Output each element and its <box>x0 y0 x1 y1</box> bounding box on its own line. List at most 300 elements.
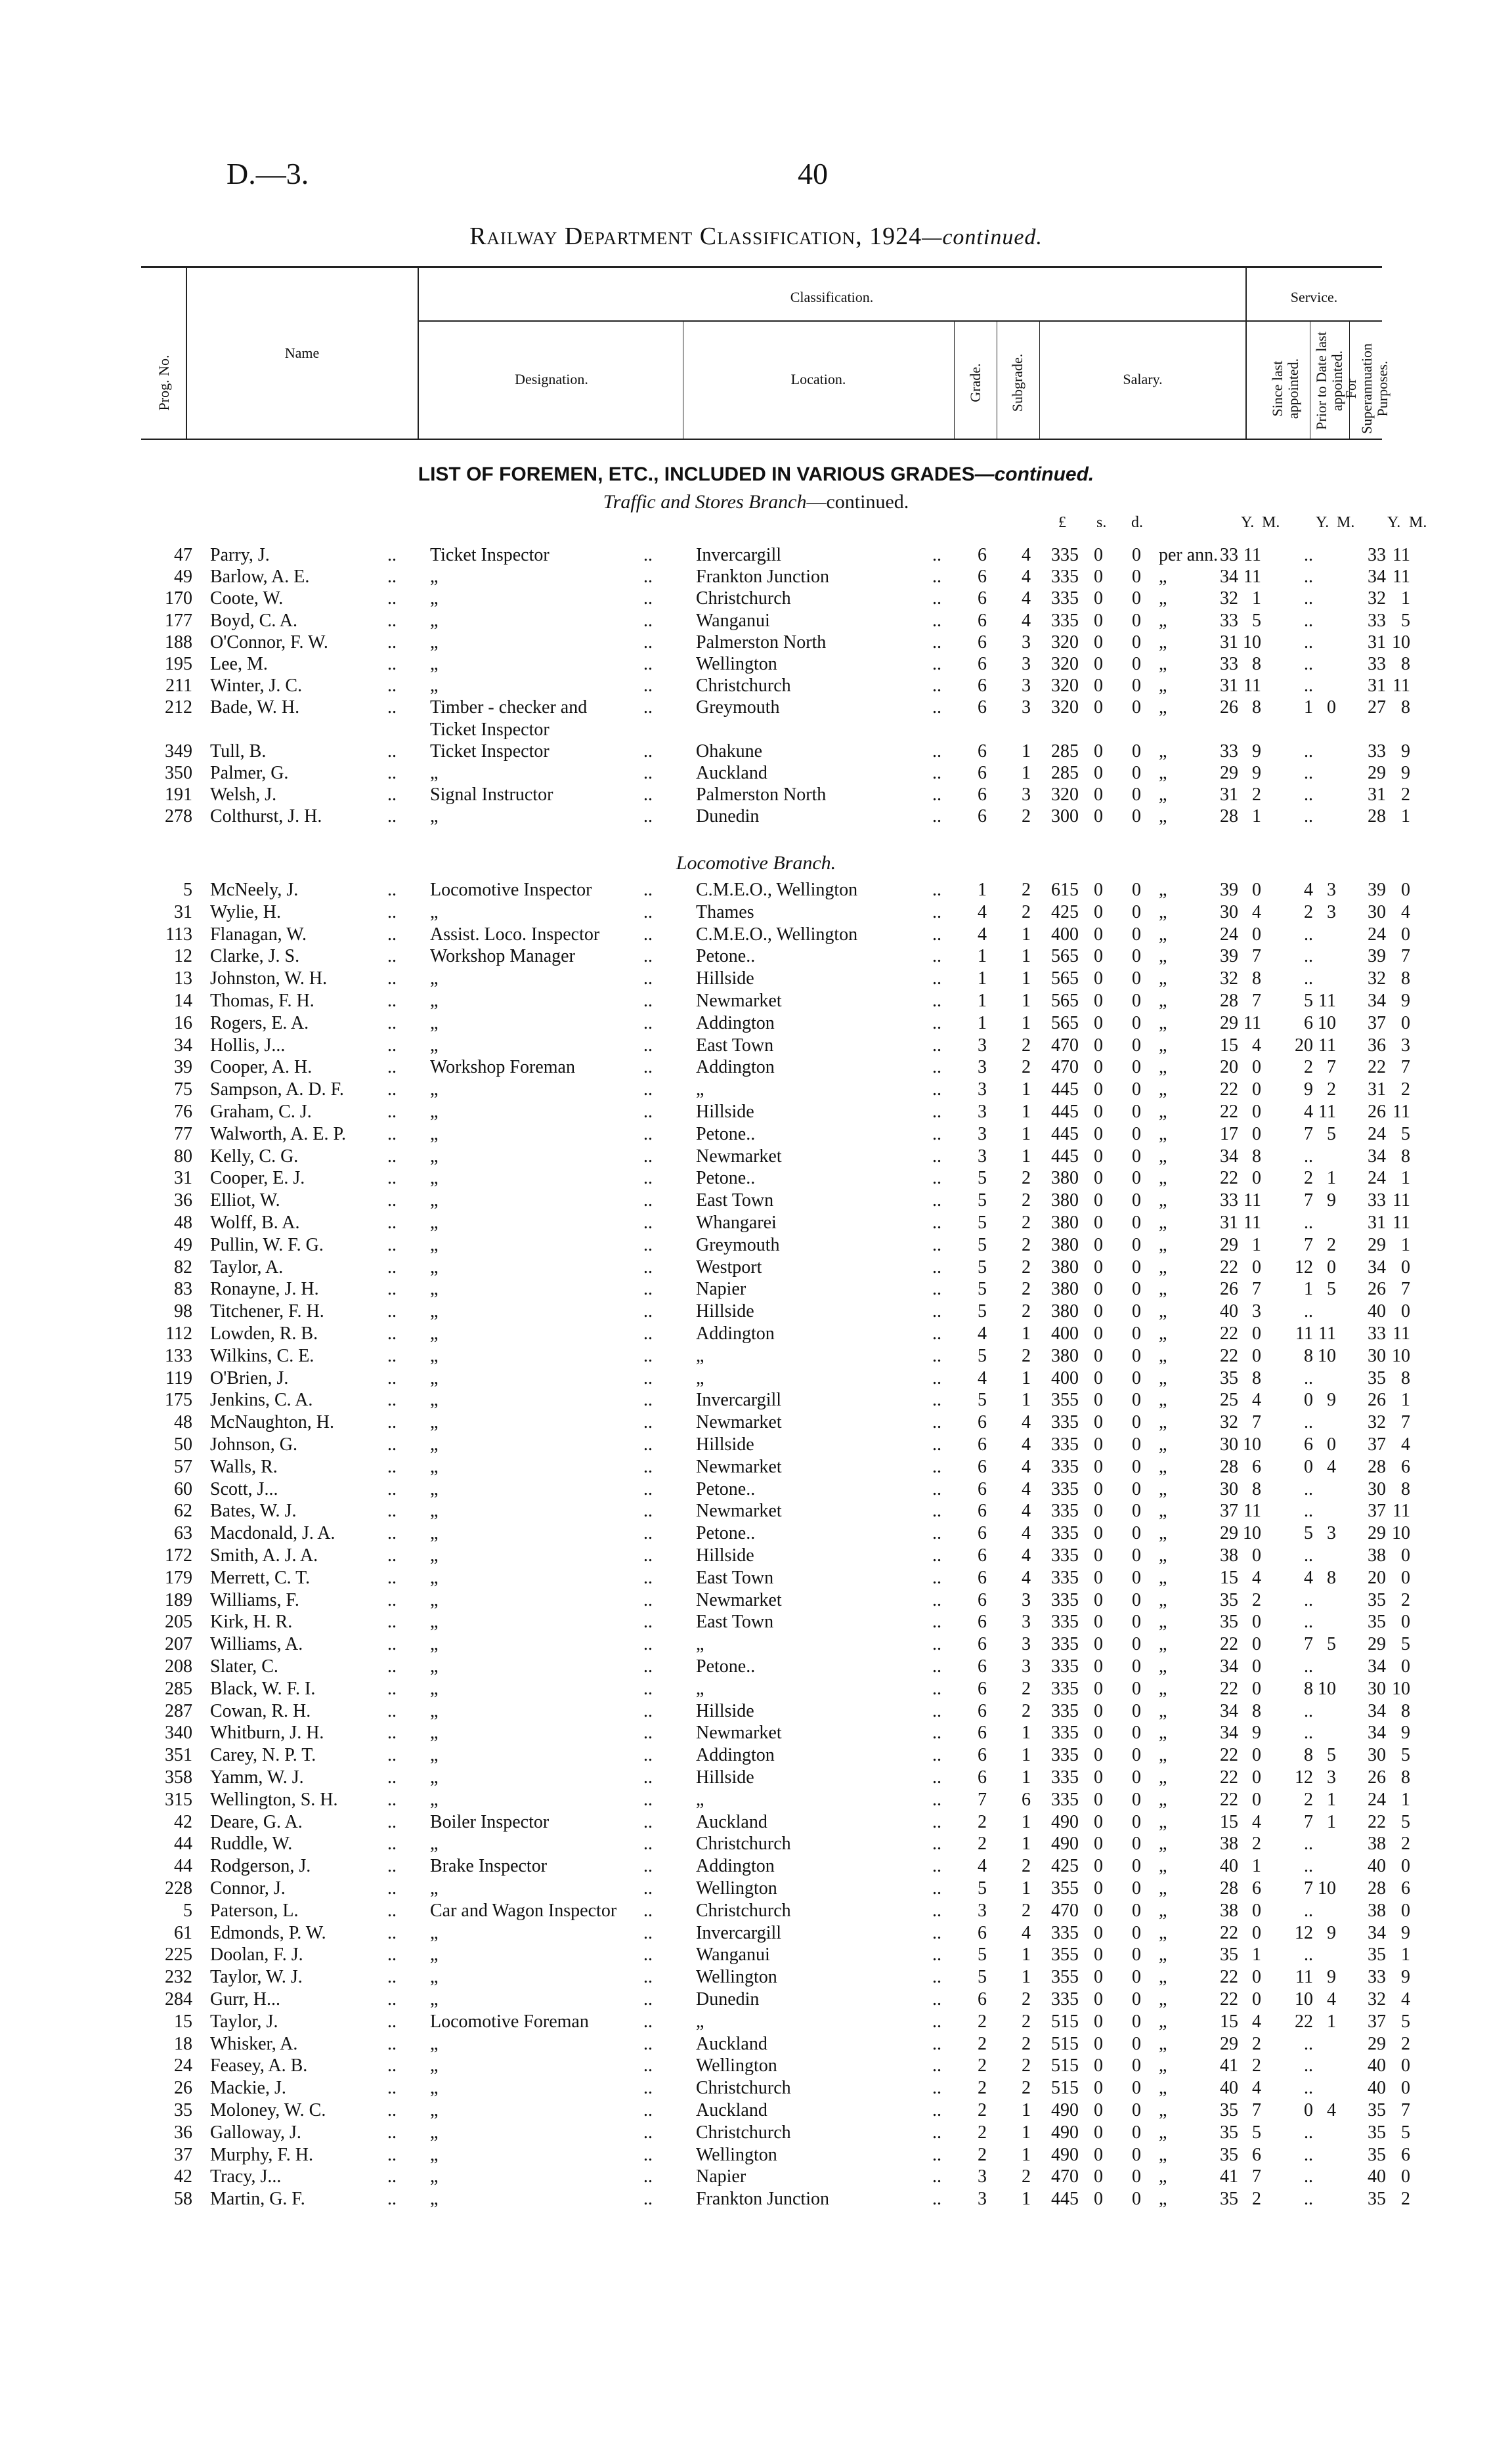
leader-dots: .. <box>387 880 397 900</box>
cell-location: Hillside <box>696 1700 754 1721</box>
cell-since-years: 35 <box>1220 1367 1238 1388</box>
header-location: Location. <box>790 371 846 387</box>
cell-since-months: 0 <box>1252 1656 1261 1677</box>
cell-since-months: 4 <box>1252 901 1261 922</box>
leader-dots: .. <box>643 1146 653 1167</box>
cell-since-years: 32 <box>1220 1412 1238 1433</box>
cell-salary-pounds: 335 <box>1051 1700 1079 1721</box>
table-row <box>0 1102 1512 1123</box>
cell-super-months: 0 <box>1401 2166 1410 2187</box>
cell-location: Ohakune <box>696 741 763 762</box>
cell-location: Frankton Junction <box>696 2189 829 2210</box>
leader-dots: .. <box>932 1589 941 1610</box>
cell-salary-shillings: 0 <box>1094 2122 1103 2143</box>
cell-prior-years: 4 <box>1304 1102 1313 1122</box>
cell-since-years: 31 <box>1220 784 1238 806</box>
cell-salary-shillings: 0 <box>1094 1168 1103 1189</box>
cell-designation: „ <box>430 1123 439 1144</box>
cell-super-months: 11 <box>1393 545 1410 565</box>
cell-salary-shillings: 0 <box>1094 1700 1103 1721</box>
cell-prog-no: 189 <box>165 1589 192 1610</box>
cell-name: Hollis, J... <box>210 1035 286 1056</box>
cell-prog-no: 119 <box>165 1367 192 1388</box>
cell-location: Petone.. <box>696 1123 756 1144</box>
cell-prior-months: 1 <box>1327 2011 1336 2032</box>
leader-dots: .. <box>932 654 941 674</box>
cell-prog-no: 24 <box>174 2055 192 2076</box>
cell-salary-pence: 0 <box>1132 1190 1141 1211</box>
cell-prior-years: .. <box>1304 1478 1313 1499</box>
cell-designation: „ <box>430 1168 439 1189</box>
cell-salary-shillings: 0 <box>1094 2011 1103 2032</box>
cell-name: Walls, R. <box>210 1456 278 1477</box>
cell-since-months: 2 <box>1252 2055 1261 2076</box>
cell-prog-no: 44 <box>174 1834 192 1855</box>
cell-prior-years: 5 <box>1304 1523 1313 1544</box>
cell-name: Parry, J. <box>210 545 270 565</box>
cell-grade: 6 <box>978 545 987 565</box>
table-row <box>0 1901 1512 1922</box>
cell-subgrade: 3 <box>1022 1656 1031 1677</box>
cell-super-months: 9 <box>1401 1922 1410 1943</box>
cell-grade: 6 <box>978 588 987 609</box>
cell-designation: „ <box>430 1723 439 1744</box>
cell-salary-pounds: 380 <box>1051 1190 1079 1211</box>
cell-location: Napier <box>696 2166 746 2187</box>
leader-dots: .. <box>387 697 397 718</box>
leader-dots: .. <box>643 2100 653 2120</box>
cell-salary-pence: 0 <box>1132 654 1141 674</box>
cell-prog-no: 349 <box>165 741 192 762</box>
cell-salary-shillings: 0 <box>1094 1834 1103 1855</box>
cell-designation: Workshop Manager <box>430 946 575 967</box>
leader-dots: .. <box>387 1012 397 1033</box>
cell-since-years: 29 <box>1220 1012 1238 1033</box>
leader-dots: .. <box>932 2078 941 2099</box>
cell-per-annum: „ <box>1159 610 1167 631</box>
table-row <box>0 1967 1512 1988</box>
cell-super-months: 9 <box>1401 763 1410 783</box>
header-subgrade: Subgrade. <box>1009 353 1026 412</box>
cell-prior-years: .. <box>1304 588 1313 609</box>
cell-since-years: 20 <box>1220 1057 1238 1078</box>
leader-dots: .. <box>932 1745 941 1766</box>
cell-per-annum: „ <box>1159 2033 1167 2054</box>
cell-designation: „ <box>430 1412 439 1433</box>
cell-salary-pence: 0 <box>1132 1567 1141 1588</box>
leader-dots: .. <box>387 1878 397 1899</box>
leader-dots: .. <box>932 1257 941 1278</box>
cell-salary-pence: 0 <box>1132 1478 1141 1499</box>
cell-location: „ <box>696 1079 704 1100</box>
cell-salary-pence: 0 <box>1132 1079 1141 1100</box>
cell-per-annum: „ <box>1159 1589 1167 1610</box>
leader-dots: .. <box>387 545 397 565</box>
leader-dots: .. <box>387 806 397 827</box>
header-service: Service. <box>1290 289 1338 305</box>
cell-prior-years: .. <box>1304 2078 1313 2099</box>
cell-salary-pounds: 425 <box>1051 1856 1079 1877</box>
cell-prior-years: .. <box>1304 1612 1313 1633</box>
cell-since-years: 22 <box>1220 1789 1238 1810</box>
cell-salary-shillings: 0 <box>1094 2189 1103 2210</box>
cell-name: Winter, J. C. <box>210 676 303 697</box>
cell-salary-pounds: 335 <box>1051 567 1079 588</box>
section-traffic-title <box>0 491 1512 513</box>
cell-salary-shillings: 0 <box>1094 654 1103 674</box>
cell-subgrade: 4 <box>1022 1545 1031 1566</box>
cell-designation: „ <box>430 1789 439 1810</box>
cell-name: Titchener, F. H. <box>210 1301 324 1322</box>
table-row <box>0 1434 1512 1456</box>
cell-salary-shillings: 0 <box>1094 1213 1103 1233</box>
cell-since-years: 25 <box>1220 1390 1238 1411</box>
leader-dots: .. <box>932 588 941 609</box>
leader-dots: .. <box>387 991 397 1011</box>
cell-prior-years: .. <box>1304 1301 1313 1322</box>
cell-super-years: 26 <box>1368 1279 1386 1300</box>
cell-salary-pence: 0 <box>1132 1612 1141 1633</box>
cell-since-months: 0 <box>1252 1057 1261 1078</box>
cell-location: C.M.E.O., Wellington <box>696 880 858 900</box>
cell-super-years: 37 <box>1368 1434 1386 1455</box>
cell-prog-no: 284 <box>165 1989 192 2009</box>
table-row <box>0 1834 1512 1855</box>
leader-dots: .. <box>643 1501 653 1522</box>
cell-super-years: 38 <box>1368 1900 1386 1921</box>
leader-dots: .. <box>387 1456 397 1477</box>
leader-dots: .. <box>387 1811 397 1832</box>
cell-salary-pounds: 300 <box>1051 806 1079 827</box>
cell-salary-pounds: 335 <box>1051 1789 1079 1810</box>
cell-name: Cooper, A. H. <box>210 1057 313 1078</box>
cell-grade: 6 <box>978 567 987 588</box>
cell-salary-shillings: 0 <box>1094 545 1103 565</box>
cell-since-months: 0 <box>1252 1678 1261 1699</box>
leader-dots: .. <box>932 676 941 697</box>
cell-salary-shillings: 0 <box>1094 1811 1103 1832</box>
cell-salary-shillings: 0 <box>1094 676 1103 697</box>
cell-salary-shillings: 0 <box>1094 1523 1103 1544</box>
cell-grade: 6 <box>978 1745 987 1766</box>
cell-designation: „ <box>430 1234 439 1255</box>
cell-since-months: 1 <box>1252 1856 1261 1877</box>
cell-name: Tracy, J... <box>210 2166 282 2187</box>
cell-prior-months: 0 <box>1327 697 1336 718</box>
header-name: Name <box>284 345 320 361</box>
cell-super-months: 6 <box>1401 1456 1410 1477</box>
leader-dots: .. <box>387 1678 397 1699</box>
cell-prior-months: 11 <box>1318 991 1336 1011</box>
cell-per-annum: „ <box>1159 1523 1167 1544</box>
cell-grade: 1 <box>978 968 987 989</box>
cell-super-months: 1 <box>1401 1789 1410 1810</box>
cell-super-months: 10 <box>1392 1678 1410 1699</box>
cell-super-months: 0 <box>1401 1012 1410 1033</box>
leader-dots: .. <box>932 1723 941 1744</box>
cell-location: Hillside <box>696 1767 754 1788</box>
cell-since-years: 22 <box>1220 1678 1238 1699</box>
cell-salary-pounds: 380 <box>1051 1301 1079 1322</box>
cell-salary-pence: 0 <box>1132 806 1141 827</box>
cell-since-months: 2 <box>1252 1834 1261 1855</box>
cell-name: Mackie, J. <box>210 2078 286 2099</box>
cell-since-months: 0 <box>1252 1745 1261 1766</box>
cell-prog-no: 77 <box>174 1123 192 1144</box>
leader-dots: .. <box>932 1412 941 1433</box>
cell-prog-no: 36 <box>174 2122 192 2143</box>
cell-since-years: 32 <box>1220 588 1238 609</box>
cell-salary-shillings: 0 <box>1094 991 1103 1011</box>
cell-name: Graham, C. J. <box>210 1102 312 1122</box>
cell-super-months: 11 <box>1393 1501 1410 1522</box>
cell-since-years: 15 <box>1220 2011 1238 2032</box>
cell-super-months: 2 <box>1401 2189 1410 2210</box>
cell-per-annum: „ <box>1159 1612 1167 1633</box>
cell-grade: 6 <box>978 1478 987 1499</box>
cell-since-months: 0 <box>1252 1767 1261 1788</box>
cell-since-months: 4 <box>1252 1567 1261 1588</box>
cell-name: O'Brien, J. <box>210 1367 289 1388</box>
cell-location: Auckland <box>696 763 767 783</box>
cell-super-months: 8 <box>1401 1146 1410 1167</box>
cell-salary-pence: 0 <box>1132 1456 1141 1477</box>
header-divider-location <box>954 320 955 439</box>
leader-dots: .. <box>932 632 941 653</box>
cell-super-months: 2 <box>1401 1079 1410 1100</box>
cell-per-annum: „ <box>1159 1700 1167 1721</box>
leader-dots: .. <box>932 610 941 631</box>
cell-location: Christchurch <box>696 676 791 697</box>
cell-super-years: 37 <box>1368 1501 1386 1522</box>
table-row <box>0 1545 1512 1567</box>
leader-dots: .. <box>387 1345 397 1366</box>
cell-super-years: 29 <box>1368 1634 1386 1655</box>
cell-since-months: 0 <box>1252 1102 1261 1122</box>
cell-salary-pence: 0 <box>1132 2144 1141 2165</box>
cell-super-months: 11 <box>1393 1213 1410 1233</box>
cell-subgrade: 2 <box>1022 2011 1031 2032</box>
cell-designation: „ <box>430 1989 439 2009</box>
cell-prog-no: 351 <box>165 1745 192 1766</box>
cell-prior-months: 4 <box>1327 1456 1336 1477</box>
cell-per-annum: „ <box>1159 741 1167 762</box>
cell-designation: „ <box>430 2144 439 2165</box>
cell-subgrade: 4 <box>1022 567 1031 588</box>
cell-super-months: 10 <box>1392 632 1410 653</box>
table-row <box>0 880 1512 901</box>
cell-location: Invercargill <box>696 545 782 565</box>
cell-super-months: 11 <box>1393 1323 1410 1344</box>
cell-super-months: 4 <box>1401 1434 1410 1455</box>
cell-per-annum: „ <box>1159 632 1167 653</box>
cell-salary-shillings: 0 <box>1094 741 1103 762</box>
leader-dots: .. <box>387 1301 397 1322</box>
cell-salary-pounds: 335 <box>1051 1656 1079 1677</box>
cell-salary-shillings: 0 <box>1094 1656 1103 1677</box>
cell-designation: Ticket Inspector <box>430 719 550 740</box>
cell-subgrade: 1 <box>1022 1967 1031 1988</box>
unit-shillings: s. <box>1096 514 1107 531</box>
cell-subgrade: 2 <box>1022 880 1031 900</box>
cell-prog-no: 225 <box>165 1945 192 1966</box>
cell-prior-years: .. <box>1304 2033 1313 2054</box>
cell-super-years: 24 <box>1368 1123 1386 1144</box>
cell-salary-pounds: 470 <box>1051 2166 1079 2187</box>
leader-dots: .. <box>643 1789 653 1810</box>
cell-prior-years: .. <box>1304 567 1313 588</box>
leader-dots: .. <box>387 676 397 697</box>
cell-since-months: 0 <box>1252 1967 1261 1988</box>
cell-per-annum: „ <box>1159 946 1167 967</box>
cell-designation: „ <box>430 1656 439 1677</box>
leader-dots: .. <box>643 880 653 900</box>
cell-prior-years: 4 <box>1304 1567 1313 1588</box>
cell-since-years: 35 <box>1220 2144 1238 2165</box>
header-classification-rule <box>418 320 1246 322</box>
leader-dots: .. <box>643 697 653 718</box>
cell-super-years: 35 <box>1368 2189 1386 2210</box>
cell-grade: 3 <box>978 2189 987 2210</box>
cell-salary-shillings: 0 <box>1094 632 1103 653</box>
cell-since-years: 35 <box>1220 1589 1238 1610</box>
cell-per-annum: „ <box>1159 2078 1167 2099</box>
cell-salary-pounds: 565 <box>1051 991 1079 1011</box>
cell-salary-pence: 0 <box>1132 567 1141 588</box>
leader-dots: .. <box>387 1945 397 1966</box>
leader-dots: .. <box>387 2078 397 2099</box>
cell-location: „ <box>696 1345 704 1366</box>
cell-salary-pounds: 335 <box>1051 1523 1079 1544</box>
cell-prior-years: 6 <box>1304 1012 1313 1033</box>
leader-dots: .. <box>932 1945 941 1966</box>
cell-prior-months: 3 <box>1327 1767 1336 1788</box>
cell-since-years: 22 <box>1220 1102 1238 1122</box>
cell-salary-pounds: 355 <box>1051 1945 1079 1966</box>
cell-super-years: 35 <box>1368 1367 1386 1388</box>
cell-salary-pounds: 490 <box>1051 2100 1079 2120</box>
cell-since-years: 32 <box>1220 968 1238 989</box>
cell-per-annum: „ <box>1159 1989 1167 2009</box>
leader-dots: .. <box>387 1834 397 1855</box>
cell-subgrade: 1 <box>1022 1811 1031 1832</box>
leader-dots: .. <box>387 741 397 762</box>
cell-salary-pounds: 515 <box>1051 2078 1079 2099</box>
cell-prior-years: 7 <box>1304 1634 1313 1655</box>
cell-subgrade: 4 <box>1022 1501 1031 1522</box>
leader-dots: .. <box>932 1234 941 1255</box>
cell-prog-no: 285 <box>165 1678 192 1699</box>
cell-name: Colthurst, J. H. <box>210 806 322 827</box>
cell-designation: Boiler Inspector <box>430 1811 550 1832</box>
cell-super-months: 1 <box>1401 1390 1410 1411</box>
cell-since-months: 9 <box>1252 741 1261 762</box>
cell-prog-no: 287 <box>165 1700 192 1721</box>
cell-salary-pounds: 515 <box>1051 2011 1079 2032</box>
cell-per-annum: „ <box>1159 1856 1167 1877</box>
cell-salary-pounds: 490 <box>1051 2144 1079 2165</box>
cell-salary-pounds: 285 <box>1051 741 1079 762</box>
cell-salary-pence: 0 <box>1132 2078 1141 2099</box>
cell-salary-pounds: 335 <box>1051 1989 1079 2009</box>
leader-dots: .. <box>643 1811 653 1832</box>
cell-designation: „ <box>430 1834 439 1855</box>
cell-since-years: 26 <box>1220 697 1238 718</box>
cell-per-annum: „ <box>1159 1456 1167 1477</box>
leader-dots: .. <box>643 2033 653 2054</box>
cell-prior-months: 4 <box>1327 1989 1336 2009</box>
cell-subgrade: 3 <box>1022 697 1031 718</box>
table-row <box>0 1124 1512 1146</box>
cell-super-months: 0 <box>1401 1900 1410 1921</box>
unit-years2: Y. <box>1316 514 1329 531</box>
cell-subgrade: 1 <box>1022 1367 1031 1388</box>
cell-designation: „ <box>430 1878 439 1899</box>
cell-grade: 1 <box>978 991 987 1011</box>
cell-grade: 2 <box>978 2078 987 2099</box>
leader-dots: .. <box>643 1678 653 1699</box>
leader-dots: .. <box>387 2144 397 2165</box>
cell-per-annum: „ <box>1159 1323 1167 1344</box>
cell-prior-years: 0 <box>1304 1456 1313 1477</box>
cell-super-years: 30 <box>1368 1478 1386 1499</box>
cell-per-annum: „ <box>1159 676 1167 697</box>
cell-per-annum: „ <box>1159 1834 1167 1855</box>
cell-name: Williams, F. <box>210 1589 299 1610</box>
cell-salary-pence: 0 <box>1132 991 1141 1011</box>
cell-salary-shillings: 0 <box>1094 1146 1103 1167</box>
cell-designation: „ <box>430 1678 439 1699</box>
cell-prog-no: 36 <box>174 1190 192 1211</box>
leader-dots: .. <box>932 1700 941 1721</box>
cell-since-months: 2 <box>1252 2033 1261 2054</box>
cell-name: Cowan, R. H. <box>210 1700 311 1721</box>
cell-location: Addington <box>696 1323 775 1344</box>
cell-salary-pounds: 335 <box>1051 1589 1079 1610</box>
cell-name: Jenkins, C. A. <box>210 1390 313 1411</box>
cell-prog-no: 63 <box>174 1523 192 1544</box>
cell-super-years: 29 <box>1368 1523 1386 1544</box>
cell-since-months: 4 <box>1252 1390 1261 1411</box>
cell-since-months: 5 <box>1252 610 1261 631</box>
leader-dots: .. <box>643 1634 653 1655</box>
cell-prior-years: 12 <box>1295 1767 1313 1788</box>
cell-super-years: 30 <box>1368 901 1386 922</box>
cell-prog-no: 26 <box>174 2078 192 2099</box>
cell-name: McNaughton, H. <box>210 1412 334 1433</box>
cell-name: Flanagan, W. <box>210 924 307 945</box>
cell-location: Wellington <box>696 1878 777 1899</box>
cell-prior-years: .. <box>1304 1213 1313 1233</box>
table-row <box>0 1612 1512 1633</box>
leader-dots: .. <box>643 1745 653 1766</box>
cell-grade: 5 <box>978 1390 987 1411</box>
cell-since-years: 39 <box>1220 946 1238 967</box>
cell-prior-years: 4 <box>1304 880 1313 900</box>
leader-dots: .. <box>387 1900 397 1921</box>
cell-super-years: 28 <box>1368 1878 1386 1899</box>
cell-since-years: 38 <box>1220 1900 1238 1921</box>
cell-prior-years: 20 <box>1295 1035 1313 1056</box>
cell-super-years: 36 <box>1368 1035 1386 1056</box>
cell-subgrade: 2 <box>1022 2078 1031 2099</box>
cell-super-months: 6 <box>1401 2144 1410 2165</box>
cell-grade: 6 <box>978 763 987 783</box>
cell-super-months: 8 <box>1401 1367 1410 1388</box>
cell-since-years: 30 <box>1220 901 1238 922</box>
cell-salary-pounds: 335 <box>1051 1678 1079 1699</box>
cell-per-annum: „ <box>1159 1900 1167 1921</box>
